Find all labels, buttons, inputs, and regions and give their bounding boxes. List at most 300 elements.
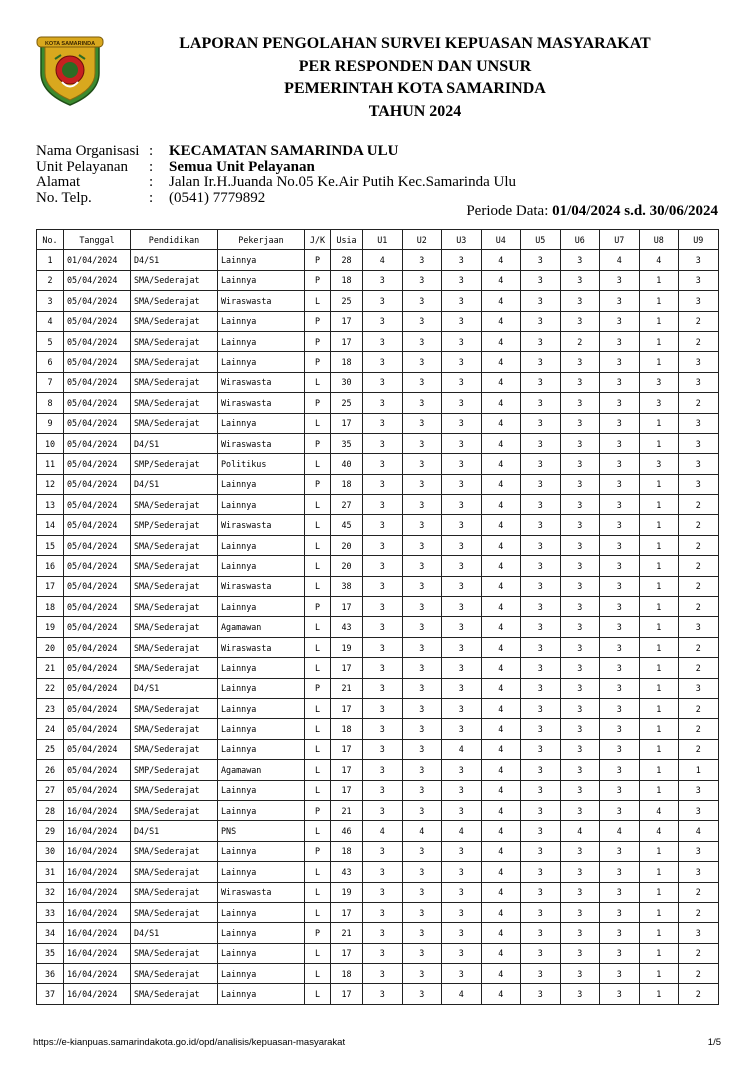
table-cell: SMA/Sederajat bbox=[131, 556, 218, 576]
table-cell: 3 bbox=[521, 760, 561, 780]
table-cell: 3 bbox=[363, 393, 403, 413]
table-cell: 3 bbox=[442, 617, 482, 637]
table-cell: SMA/Sederajat bbox=[131, 495, 218, 515]
table-cell: 3 bbox=[600, 862, 640, 882]
table-cell: P bbox=[305, 923, 331, 943]
table-cell: SMA/Sederajat bbox=[131, 984, 218, 1004]
table-cell: P bbox=[305, 800, 331, 820]
respondent-table bbox=[36, 229, 719, 1005]
table-cell: L bbox=[305, 882, 331, 902]
table-cell: 3 bbox=[560, 658, 600, 678]
column-header: U4 bbox=[481, 230, 521, 250]
table-cell: 3 bbox=[442, 841, 482, 861]
title-line-3: PEMERINTAH KOTA SAMARINDA bbox=[284, 80, 546, 97]
table-cell: 19 bbox=[331, 637, 363, 657]
table-cell: 3 bbox=[402, 862, 442, 882]
table-cell: 2 bbox=[679, 393, 719, 413]
table-row bbox=[37, 270, 719, 290]
org-row-address bbox=[36, 175, 516, 191]
table-row bbox=[37, 413, 719, 433]
table-cell: 1 bbox=[639, 862, 679, 882]
table-cell: 3 bbox=[600, 617, 640, 637]
table-cell: 3 bbox=[600, 291, 640, 311]
table-cell: 2 bbox=[37, 270, 64, 290]
table-row bbox=[37, 923, 719, 943]
table-cell: 3 bbox=[639, 372, 679, 392]
table-cell: Lainnya bbox=[218, 331, 305, 351]
table-cell: 1 bbox=[639, 576, 679, 596]
column-header: No. bbox=[37, 230, 64, 250]
table-cell: 1 bbox=[639, 352, 679, 372]
table-cell: 3 bbox=[521, 454, 561, 474]
table-cell: 3 bbox=[363, 433, 403, 453]
table-row bbox=[37, 331, 719, 351]
table-cell: L bbox=[305, 943, 331, 963]
table-cell: P bbox=[305, 331, 331, 351]
table-cell: 4 bbox=[481, 311, 521, 331]
table-cell: 3 bbox=[521, 352, 561, 372]
table-cell: 3 bbox=[363, 535, 403, 555]
table-cell: 3 bbox=[363, 372, 403, 392]
table-cell: 19 bbox=[37, 617, 64, 637]
table-row bbox=[37, 250, 719, 270]
table-cell: 3 bbox=[521, 270, 561, 290]
table-cell: 3 bbox=[600, 433, 640, 453]
table-cell: SMA/Sederajat bbox=[131, 372, 218, 392]
table-cell: 16/04/2024 bbox=[64, 882, 131, 902]
table-cell: Wiraswasta bbox=[218, 433, 305, 453]
table-cell: SMA/Sederajat bbox=[131, 576, 218, 596]
table-cell: 05/04/2024 bbox=[64, 331, 131, 351]
table-cell: 1 bbox=[639, 515, 679, 535]
table-cell: 3 bbox=[363, 800, 403, 820]
table-cell: D4/S1 bbox=[131, 821, 218, 841]
table-cell: 05/04/2024 bbox=[64, 678, 131, 698]
table-cell: 46 bbox=[331, 821, 363, 841]
table-cell: 3 bbox=[402, 984, 442, 1004]
table-cell: 25 bbox=[331, 291, 363, 311]
table-cell: 3 bbox=[600, 576, 640, 596]
table-cell: 3 bbox=[560, 984, 600, 1004]
table-cell: 4 bbox=[481, 291, 521, 311]
table-cell: 3 bbox=[521, 617, 561, 637]
table-cell: SMA/Sederajat bbox=[131, 739, 218, 759]
title-line-1: LAPORAN PENGOLAHAN SURVEI KEPUASAN MASYARAKAT bbox=[179, 35, 651, 52]
table-cell: 16/04/2024 bbox=[64, 902, 131, 922]
table-cell: 3 bbox=[363, 311, 403, 331]
table-cell: L bbox=[305, 454, 331, 474]
table-cell: L bbox=[305, 780, 331, 800]
table-cell: 4 bbox=[363, 821, 403, 841]
table-cell: 3 bbox=[442, 454, 482, 474]
table-cell: 3 bbox=[560, 902, 600, 922]
table-cell: 2 bbox=[679, 331, 719, 351]
table-cell: 3 bbox=[560, 535, 600, 555]
table-cell: Wiraswasta bbox=[218, 576, 305, 596]
table-cell: 3 bbox=[521, 474, 561, 494]
table-cell: 3 bbox=[521, 943, 561, 963]
table-cell: P bbox=[305, 250, 331, 270]
column-header: U9 bbox=[679, 230, 719, 250]
column-header: U3 bbox=[442, 230, 482, 250]
table-cell: 3 bbox=[560, 739, 600, 759]
table-cell: SMA/Sederajat bbox=[131, 535, 218, 555]
table-cell: 16/04/2024 bbox=[64, 841, 131, 861]
table-cell: 25 bbox=[37, 739, 64, 759]
table-cell: 3 bbox=[402, 454, 442, 474]
table-cell: 3 bbox=[402, 597, 442, 617]
table-cell: 3 bbox=[679, 291, 719, 311]
org-label: Alamat bbox=[36, 174, 81, 190]
table-cell: Agamawan bbox=[218, 760, 305, 780]
table-cell: 4 bbox=[442, 821, 482, 841]
table-cell: 1 bbox=[639, 923, 679, 943]
table-cell: 3 bbox=[402, 964, 442, 984]
table-cell: 2 bbox=[679, 943, 719, 963]
table-cell: 4 bbox=[442, 739, 482, 759]
table-cell: L bbox=[305, 535, 331, 555]
table-cell: 2 bbox=[679, 556, 719, 576]
table-cell: 3 bbox=[600, 495, 640, 515]
table-cell: 3 bbox=[560, 311, 600, 331]
table-cell: 3 bbox=[402, 515, 442, 535]
table-cell: 3 bbox=[363, 964, 403, 984]
table-cell: 1 bbox=[639, 780, 679, 800]
table-cell: L bbox=[305, 658, 331, 678]
table-cell: 28 bbox=[331, 250, 363, 270]
table-cell: 43 bbox=[331, 862, 363, 882]
table-body bbox=[37, 250, 719, 1004]
table-cell: 05/04/2024 bbox=[64, 739, 131, 759]
table-cell: 7 bbox=[37, 372, 64, 392]
table-cell: 05/04/2024 bbox=[64, 719, 131, 739]
table-cell: L bbox=[305, 964, 331, 984]
table-cell: 3 bbox=[363, 841, 403, 861]
table-cell: 2 bbox=[679, 658, 719, 678]
table-cell: 3 bbox=[442, 902, 482, 922]
table-cell: 3 bbox=[442, 311, 482, 331]
column-header: U7 bbox=[600, 230, 640, 250]
table-cell: 05/04/2024 bbox=[64, 535, 131, 555]
table-cell: 21 bbox=[37, 658, 64, 678]
table-cell: 05/04/2024 bbox=[64, 698, 131, 718]
table-row bbox=[37, 291, 719, 311]
column-header: J/K bbox=[305, 230, 331, 250]
table-cell: 1 bbox=[639, 943, 679, 963]
table-cell: 3 bbox=[560, 515, 600, 535]
table-row bbox=[37, 800, 719, 820]
table-cell: Wiraswasta bbox=[218, 393, 305, 413]
table-cell: 3 bbox=[442, 535, 482, 555]
table-cell: 1 bbox=[639, 760, 679, 780]
table-cell: 4 bbox=[37, 311, 64, 331]
table-cell: 3 bbox=[600, 739, 640, 759]
table-row bbox=[37, 780, 719, 800]
table-cell: 4 bbox=[481, 943, 521, 963]
table-cell: 3 bbox=[600, 923, 640, 943]
table-cell: SMA/Sederajat bbox=[131, 658, 218, 678]
title-line-4: TAHUN 2024 bbox=[368, 102, 462, 120]
table-cell: 3 bbox=[442, 331, 482, 351]
table-cell: 3 bbox=[521, 841, 561, 861]
table-cell: Lainnya bbox=[218, 698, 305, 718]
table-cell: 3 bbox=[402, 698, 442, 718]
table-cell: 1 bbox=[639, 964, 679, 984]
table-cell: Lainnya bbox=[218, 678, 305, 698]
table-cell: 05/04/2024 bbox=[64, 474, 131, 494]
table-cell: 3 bbox=[521, 964, 561, 984]
table-cell: 3 bbox=[521, 250, 561, 270]
table-cell: SMA/Sederajat bbox=[131, 352, 218, 372]
table-cell: 3 bbox=[402, 393, 442, 413]
table-cell: 2 bbox=[679, 739, 719, 759]
table-cell: P bbox=[305, 433, 331, 453]
table-cell: 5 bbox=[37, 331, 64, 351]
table-cell: 3 bbox=[600, 535, 640, 555]
table-cell: 3 bbox=[600, 474, 640, 494]
table-cell: 4 bbox=[679, 821, 719, 841]
table-cell: 1 bbox=[639, 678, 679, 698]
table-cell: 9 bbox=[37, 413, 64, 433]
table-cell: 38 bbox=[331, 576, 363, 596]
table-cell: 1 bbox=[679, 760, 719, 780]
table-cell: 3 bbox=[679, 433, 719, 453]
table-cell: 3 bbox=[560, 597, 600, 617]
table-cell: 1 bbox=[639, 698, 679, 718]
table-cell: 4 bbox=[481, 637, 521, 657]
title-line-2: PER RESPONDEN DAN UNSUR bbox=[298, 57, 532, 75]
table-cell: 3 bbox=[600, 331, 640, 351]
table-cell: SMA/Sederajat bbox=[131, 862, 218, 882]
table-cell: 3 bbox=[521, 821, 561, 841]
table-cell: 4 bbox=[481, 515, 521, 535]
table-cell: 12 bbox=[37, 474, 64, 494]
table-cell: 3 bbox=[679, 474, 719, 494]
table-cell: Lainnya bbox=[218, 943, 305, 963]
table-cell: Wiraswasta bbox=[218, 515, 305, 535]
table-cell: 3 bbox=[402, 474, 442, 494]
table-cell: 21 bbox=[331, 923, 363, 943]
table-cell: 05/04/2024 bbox=[64, 393, 131, 413]
table-cell: SMA/Sederajat bbox=[131, 964, 218, 984]
table-cell: 37 bbox=[37, 984, 64, 1004]
table-cell: 3 bbox=[402, 882, 442, 902]
table-cell: 3 bbox=[363, 698, 403, 718]
table-cell: 05/04/2024 bbox=[64, 495, 131, 515]
table-cell: 05/04/2024 bbox=[64, 658, 131, 678]
table-cell: 13 bbox=[37, 495, 64, 515]
org-label: No. Telp. bbox=[36, 189, 92, 206]
table-cell: 05/04/2024 bbox=[64, 413, 131, 433]
table-cell: 4 bbox=[402, 821, 442, 841]
table-cell: 4 bbox=[639, 800, 679, 820]
table-cell: 3 bbox=[442, 658, 482, 678]
table-cell: L bbox=[305, 902, 331, 922]
table-cell: Wiraswasta bbox=[218, 372, 305, 392]
table-cell: 3 bbox=[442, 250, 482, 270]
table-cell: 3 bbox=[442, 597, 482, 617]
table-row bbox=[37, 719, 719, 739]
table-row bbox=[37, 964, 719, 984]
table-cell: 1 bbox=[639, 556, 679, 576]
table-row bbox=[37, 678, 719, 698]
table-cell: 3 bbox=[600, 311, 640, 331]
table-cell: 3 bbox=[402, 617, 442, 637]
table-cell: 3 bbox=[402, 678, 442, 698]
table-cell: 18 bbox=[331, 270, 363, 290]
table-row bbox=[37, 943, 719, 963]
table-cell: 4 bbox=[481, 821, 521, 841]
table-cell: 4 bbox=[481, 576, 521, 596]
table-cell: 4 bbox=[481, 556, 521, 576]
table-cell: 2 bbox=[679, 311, 719, 331]
table-cell: L bbox=[305, 576, 331, 596]
footer-url: https://e-kianpuas.samarindakota.go.id/opd/analisis/kepuasan-masyarakat bbox=[33, 1037, 346, 1048]
table-cell: 3 bbox=[442, 800, 482, 820]
table-cell: 3 bbox=[560, 393, 600, 413]
table-cell: SMA/Sederajat bbox=[131, 311, 218, 331]
page-number: 1/5 bbox=[707, 1037, 721, 1048]
table-cell: 29 bbox=[37, 821, 64, 841]
table-cell: 3 bbox=[402, 556, 442, 576]
table-cell: 3 bbox=[521, 923, 561, 943]
table-cell: Lainnya bbox=[218, 250, 305, 270]
table-cell: 3 bbox=[402, 250, 442, 270]
table-cell: 3 bbox=[679, 454, 719, 474]
table-cell: 3 bbox=[600, 984, 640, 1004]
table-row bbox=[37, 597, 719, 617]
table-cell: 4 bbox=[481, 270, 521, 290]
table-cell: 3 bbox=[442, 291, 482, 311]
table-cell: SMA/Sederajat bbox=[131, 393, 218, 413]
table-cell: 2 bbox=[679, 637, 719, 657]
city-emblem-logo bbox=[35, 33, 105, 107]
table-cell: 11 bbox=[37, 454, 64, 474]
table-cell: 3 bbox=[521, 393, 561, 413]
table-cell: 2 bbox=[679, 719, 719, 739]
table-cell: 3 bbox=[600, 454, 640, 474]
table-cell: 16/04/2024 bbox=[64, 821, 131, 841]
table-cell: 3 bbox=[521, 413, 561, 433]
table-cell: 3 bbox=[560, 964, 600, 984]
table-cell: SMA/Sederajat bbox=[131, 413, 218, 433]
table-cell: 3 bbox=[402, 372, 442, 392]
table-cell: 3 bbox=[521, 678, 561, 698]
table-cell: 3 bbox=[560, 291, 600, 311]
table-cell: 10 bbox=[37, 433, 64, 453]
org-value: KECAMATAN SAMARINDA ULU bbox=[169, 143, 399, 159]
table-cell: 3 bbox=[402, 291, 442, 311]
table-cell: 1 bbox=[639, 637, 679, 657]
table-cell: 1 bbox=[639, 597, 679, 617]
table-cell: 05/04/2024 bbox=[64, 311, 131, 331]
table-cell: 4 bbox=[481, 984, 521, 1004]
table-cell: D4/S1 bbox=[131, 433, 218, 453]
table-cell: 3 bbox=[402, 413, 442, 433]
table-row bbox=[37, 576, 719, 596]
table-cell: 2 bbox=[679, 597, 719, 617]
table-cell: SMA/Sederajat bbox=[131, 943, 218, 963]
table-cell: 05/04/2024 bbox=[64, 433, 131, 453]
table-cell: 3 bbox=[363, 576, 403, 596]
table-cell: 3 bbox=[521, 658, 561, 678]
table-cell: 3 bbox=[363, 678, 403, 698]
table-cell: 1 bbox=[639, 617, 679, 637]
table-cell: 4 bbox=[481, 698, 521, 718]
table-cell: 3 bbox=[679, 352, 719, 372]
table-cell: 4 bbox=[481, 331, 521, 351]
table-cell: L bbox=[305, 413, 331, 433]
table-row bbox=[37, 821, 719, 841]
table-cell: 3 bbox=[521, 902, 561, 922]
table-cell: Lainnya bbox=[218, 474, 305, 494]
table-cell: 3 bbox=[560, 637, 600, 657]
table-row bbox=[37, 474, 719, 494]
table-cell: 3 bbox=[560, 352, 600, 372]
table-cell: P bbox=[305, 311, 331, 331]
table-cell: 17 bbox=[331, 331, 363, 351]
table-cell: 3 bbox=[442, 862, 482, 882]
table-cell: 3 bbox=[560, 250, 600, 270]
table-cell: 3 bbox=[600, 902, 640, 922]
table-cell: P bbox=[305, 270, 331, 290]
table-cell: 3 bbox=[600, 678, 640, 698]
table-cell: 3 bbox=[639, 454, 679, 474]
table-cell: 3 bbox=[560, 760, 600, 780]
table-cell: 1 bbox=[639, 535, 679, 555]
table-cell: 3 bbox=[442, 413, 482, 433]
table-cell: 18 bbox=[331, 719, 363, 739]
table-cell: 3 bbox=[442, 923, 482, 943]
table-cell: 3 bbox=[402, 311, 442, 331]
table-cell: 3 bbox=[363, 882, 403, 902]
table-cell: 3 bbox=[679, 923, 719, 943]
table-row bbox=[37, 535, 719, 555]
table-cell: 3 bbox=[600, 719, 640, 739]
table-header-row bbox=[37, 230, 719, 250]
table-cell: 3 bbox=[521, 576, 561, 596]
table-cell: SMA/Sederajat bbox=[131, 331, 218, 351]
table-cell: 3 bbox=[363, 617, 403, 637]
table-cell: 3 bbox=[600, 882, 640, 902]
table-cell: 3 bbox=[521, 800, 561, 820]
table-cell: Lainnya bbox=[218, 739, 305, 759]
table-cell: 3 bbox=[402, 495, 442, 515]
org-value: (0541) 7779892 bbox=[169, 189, 266, 206]
table-cell: SMA/Sederajat bbox=[131, 800, 218, 820]
table-cell: 3 bbox=[600, 780, 640, 800]
table-cell: Lainnya bbox=[218, 556, 305, 576]
table-cell: 27 bbox=[37, 780, 64, 800]
table-cell: 4 bbox=[481, 678, 521, 698]
table-cell: 17 bbox=[331, 984, 363, 1004]
table-cell: 3 bbox=[363, 597, 403, 617]
table-cell: 30 bbox=[37, 841, 64, 861]
table-cell: 05/04/2024 bbox=[64, 352, 131, 372]
table-cell: 3 bbox=[442, 372, 482, 392]
table-cell: 4 bbox=[481, 433, 521, 453]
period-value: 01/04/2024 s.d. 30/06/2024 bbox=[552, 203, 718, 219]
table-cell: 3 bbox=[363, 862, 403, 882]
table-cell: 3 bbox=[521, 637, 561, 657]
table-cell: 3 bbox=[600, 658, 640, 678]
table-cell: 3 bbox=[363, 637, 403, 657]
table-cell: 3 bbox=[600, 270, 640, 290]
table-row bbox=[37, 617, 719, 637]
table-cell: 05/04/2024 bbox=[64, 597, 131, 617]
table-cell: 3 bbox=[560, 719, 600, 739]
table-cell: 17 bbox=[331, 311, 363, 331]
